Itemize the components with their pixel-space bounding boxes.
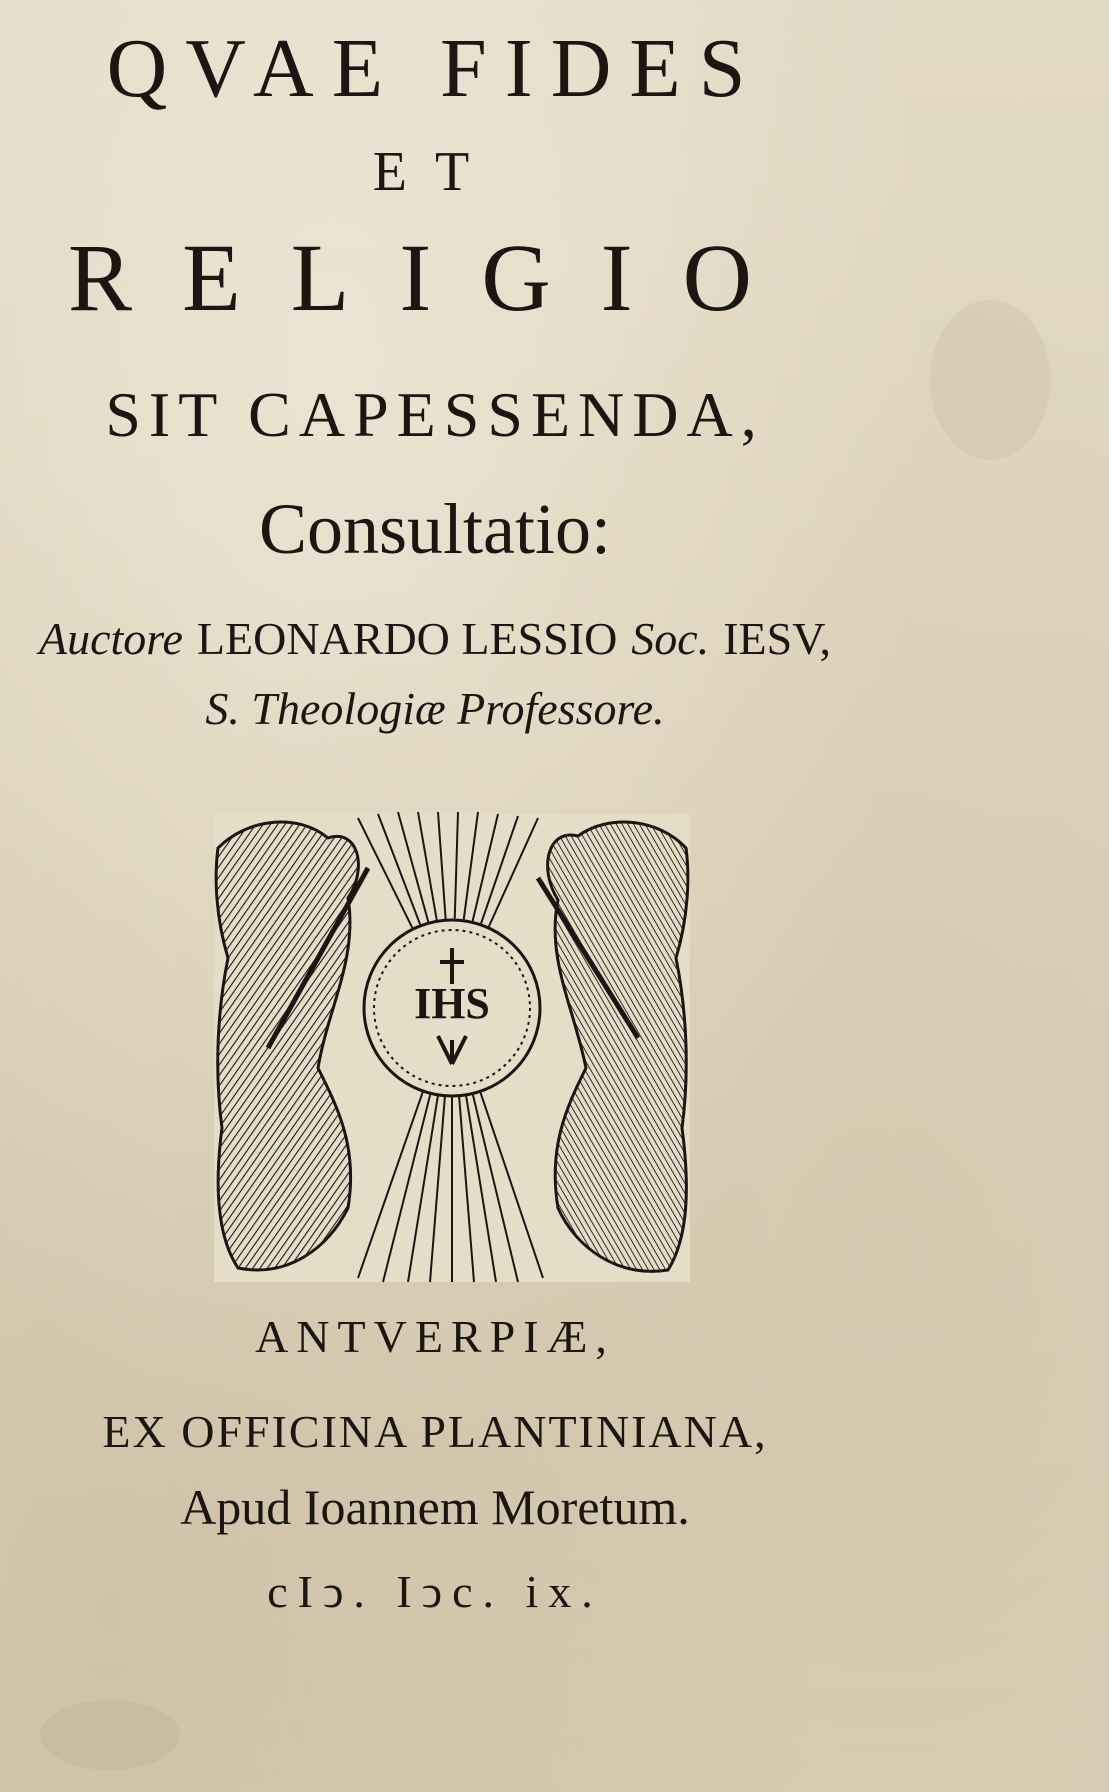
paper-stain: [930, 300, 1050, 460]
imprint-year: cIↄ. Iↄc. ix.: [267, 1566, 603, 1617]
author-name: LEONARDO LESSIO: [196, 613, 618, 664]
title-line-5: Consultatio:: [258, 489, 612, 569]
imprint-printer: Apud Ioannem Moretum.: [180, 1479, 690, 1535]
title-line-3: RELIGIO: [68, 224, 802, 331]
title-line-1: QVAE FIDES: [106, 22, 764, 115]
author-order: Soc.: [631, 613, 710, 664]
imprint-city: ANTVERPIÆ,: [255, 1311, 615, 1362]
imprint-office: EX OFFICINA PLANTINIANA,: [102, 1406, 768, 1457]
jesuit-ihs-emblem-icon: [208, 808, 696, 1288]
author-order-name: IESV,: [723, 613, 832, 664]
paper-stain: [40, 1700, 180, 1770]
title-line-2: ET: [372, 141, 498, 203]
author-title: S. Theologiæ Professore.: [205, 683, 665, 734]
author-prefix: Auctore: [38, 613, 183, 664]
title-line-4: SIT CAPESSENDA,: [105, 379, 765, 450]
ihs-monogram: IHS: [414, 979, 490, 1028]
author-line: [0, 612, 870, 665]
